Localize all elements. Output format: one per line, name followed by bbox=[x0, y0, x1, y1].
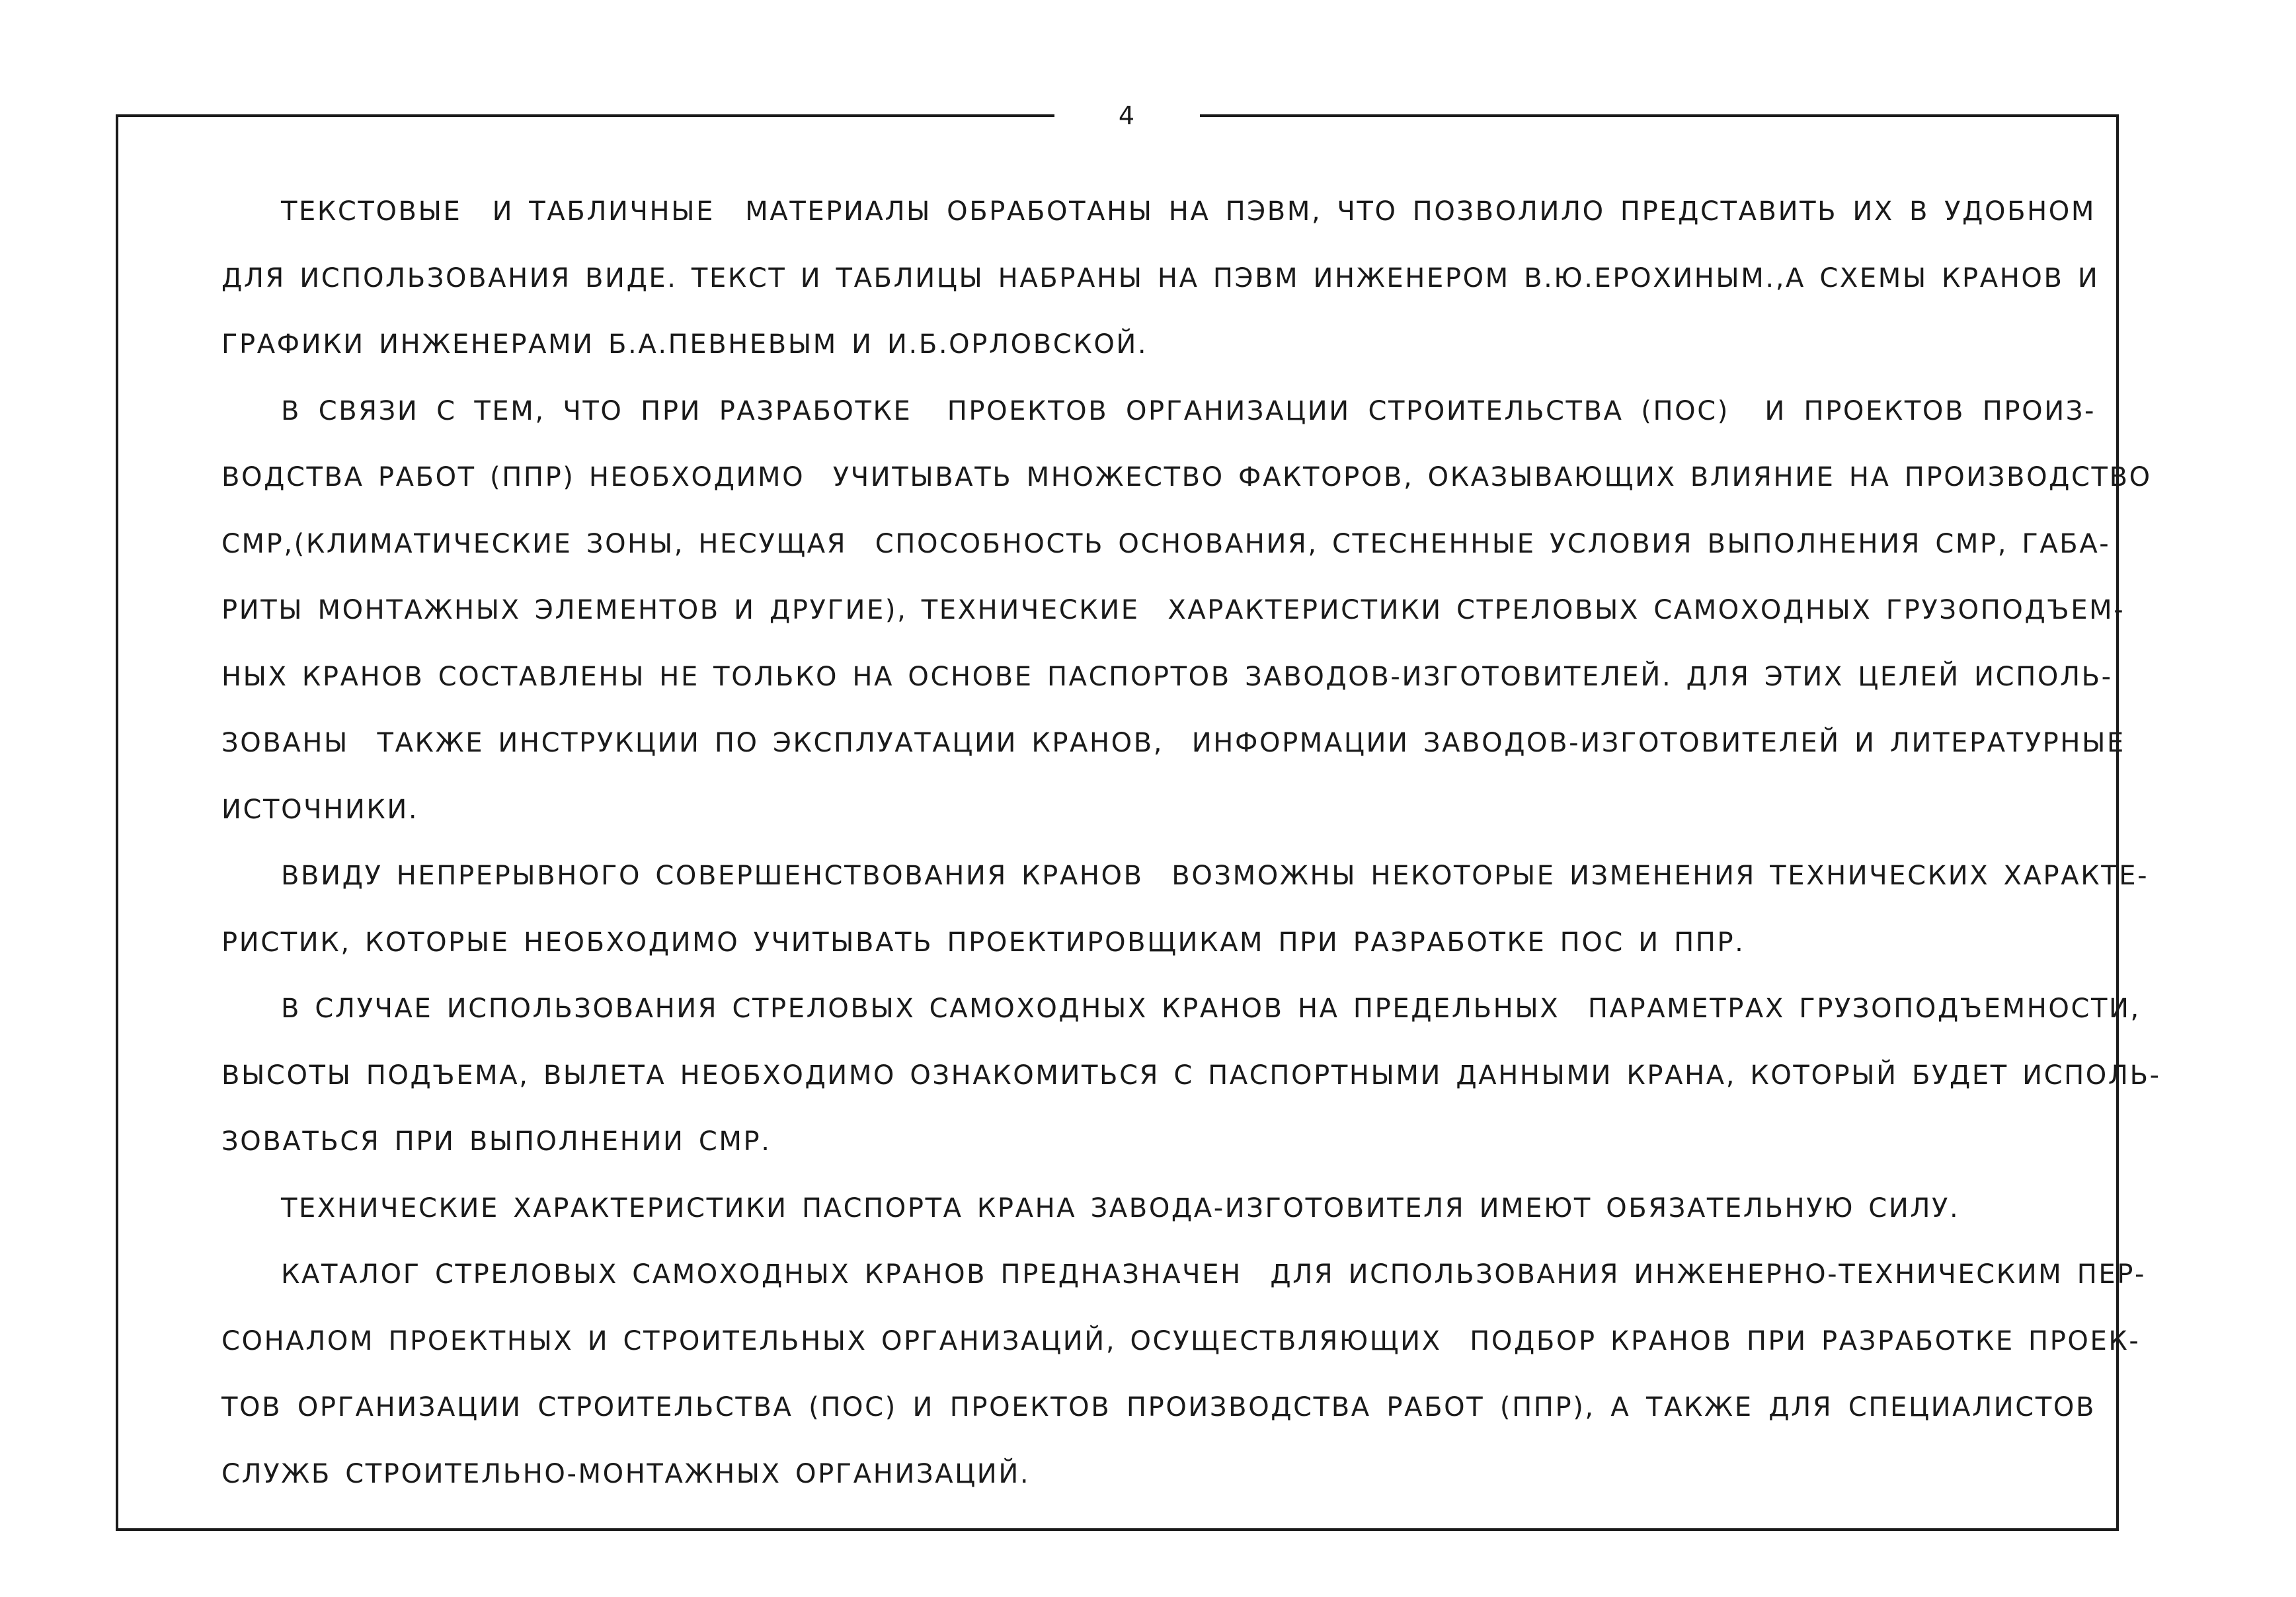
text-line: КАТАЛОГ СТРЕЛОВЫХ САМОХОДНЫХ КРАНОВ ПРЕДНАЗНАЧЕН ДЛЯ ИСПОЛЬЗОВАНИЯ ИНЖЕНЕРНО-ТЕХНИЧЕСКИМ ПЕР- bbox=[281, 1259, 2146, 1290]
text-line: СМР,(КЛИМАТИЧЕСКИЕ ЗОНЫ, НЕСУЩАЯ СПОСОБНОСТЬ ОСНОВАНИЯ, СТЕСНЕННЫЕ УСЛОВИЯ ВЫПОЛНЕНИЯ СМР, ГАБА- bbox=[221, 528, 2111, 559]
text-line: ВВИДУ НЕПРЕРЫВНОГО СОВЕРШЕНСТВОВАНИЯ КРАНОВ ВОЗМОЖНЫ НЕКОТОРЫЕ ИЗМЕНЕНИЯ ТЕХНИЧЕСКИХ ХАРАКТЕ- bbox=[281, 861, 2149, 891]
text-line: ТОВ ОРГАНИЗАЦИИ СТРОИТЕЛЬСТВА (ПОС) И ПРОЕКТОВ ПРОИЗВОДСТВА РАБОТ (ППР), А ТАКЖЕ ДЛЯ СПЕЦИАЛИСТОВ bbox=[221, 1392, 2096, 1422]
text-line: ВОДСТВА РАБОТ (ППР) НЕОБХОДИМО УЧИТЫВАТЬ МНОЖЕСТВО ФАКТОРОВ, ОКАЗЫВАЮЩИХ ВЛИЯНИЕ НА ПРОИЗВОДСТВО bbox=[221, 462, 2152, 492]
text-line: ТЕХНИЧЕСКИЕ ХАРАКТЕРИСТИКИ ПАСПОРТА КРАНА ЗАВОДА-ИЗГОТОВИТЕЛЯ ИМЕЮТ ОБЯЗАТЕЛЬНУЮ СИЛУ. bbox=[281, 1192, 1960, 1224]
text-line: РИСТИК, КОТОРЫЕ НЕОБХОДИМО УЧИТЫВАТЬ ПРОЕКТИРОВЩИКАМ ПРИ РАЗРАБОТКЕ ПОС И ППР. bbox=[221, 927, 1745, 958]
text-line: ИСТОЧНИКИ. bbox=[221, 794, 419, 825]
text-line: ЗОВАНЫ ТАКЖЕ ИНСТРУКЦИИ ПО ЭКСПЛУАТАЦИИ КРАНОВ, ИНФОРМАЦИИ ЗАВОДОВ-ИЗГОТОВИТЕЛЕЙ И ЛИТЕРАТУРНЫЕ bbox=[221, 728, 2125, 758]
text-line: ТЕКСТОВЫЕ И ТАБЛИЧНЫЕ МАТЕРИАЛЫ ОБРАБОТАНЫ НА ПЭВМ, ЧТО ПОЗВОЛИЛО ПРЕДСТАВИТЬ ИХ В УДОБНОМ bbox=[281, 196, 2096, 227]
text-line: НЫХ КРАНОВ СОСТАВЛЕНЫ НЕ ТОЛЬКО НА ОСНОВЕ ПАСПОРТОВ ЗАВОДОВ-ИЗГОТОВИТЕЛЕЙ. ДЛЯ ЭТИХ ЦЕЛЕЙ ИСПОЛЬ- bbox=[221, 661, 2113, 692]
text-line: СОНАЛОМ ПРОЕКТНЫХ И СТРОИТЕЛЬНЫХ ОРГАНИЗАЦИЙ, ОСУЩЕСТВЛЯЮЩИХ ПОДБОР КРАНОВ ПРИ РАЗРАБОТКЕ ПРОЕК- bbox=[221, 1325, 2141, 1356]
page-number: 4 bbox=[1054, 93, 1200, 139]
text-line: РИТЫ МОНТАЖНЫХ ЭЛЕМЕНТОВ И ДРУГИЕ), ТЕХНИЧЕСКИЕ ХАРАКТЕРИСТИКИ СТРЕЛОВЫХ САМОХОДНЫХ ГРУЗОПОДЪЕМ- bbox=[221, 595, 2125, 625]
text-line: ДЛЯ ИСПОЛЬЗОВАНИЯ ВИДЕ. ТЕКСТ И ТАБЛИЦЫ НАБРАНЫ НА ПЭВМ ИНЖЕНЕРОМ В.Ю.ЕРОХИНЫМ.,А СХЕМЫ КРАНОВ И bbox=[221, 262, 2100, 293]
text-line: СЛУЖБ СТРОИТЕЛЬНО-МОНТАЖНЫХ ОРГАНИЗАЦИЙ. bbox=[221, 1458, 1031, 1489]
text-line: ВЫСОТЫ ПОДЪЕМА, ВЫЛЕТА НЕОБХОДИМО ОЗНАКОМИТЬСЯ С ПАСПОРТНЫМИ ДАННЫМИ КРАНА, КОТОРЫЙ БУДЕТ ИСПОЛЬ- bbox=[221, 1060, 2161, 1091]
text-line: ЗОВАТЬСЯ ПРИ ВЫПОЛНЕНИИ СМР. bbox=[221, 1126, 772, 1157]
body-text bbox=[221, 178, 2161, 1507]
text-line: ГРАФИКИ ИНЖЕНЕРАМИ Б.А.ПЕВНЕВЫМ И И.Б.ОРЛОВСКОЙ. bbox=[221, 329, 1148, 360]
text-line: В СВЯЗИ С ТЕМ, ЧТО ПРИ РАЗРАБОТКЕ ПРОЕКТОВ ОРГАНИЗАЦИИ СТРОИТЕЛЬСТВА (ПОС) И ПРОЕКТОВ ПРОИЗ- bbox=[281, 395, 2096, 426]
text-line: В СЛУЧАЕ ИСПОЛЬЗОВАНИЯ СТРЕЛОВЫХ САМОХОДНЫХ КРАНОВ НА ПРЕДЕЛЬНЫХ ПАРАМЕТРАХ ГРУЗОПОДЪЕМНОСТИ, bbox=[281, 993, 2141, 1024]
